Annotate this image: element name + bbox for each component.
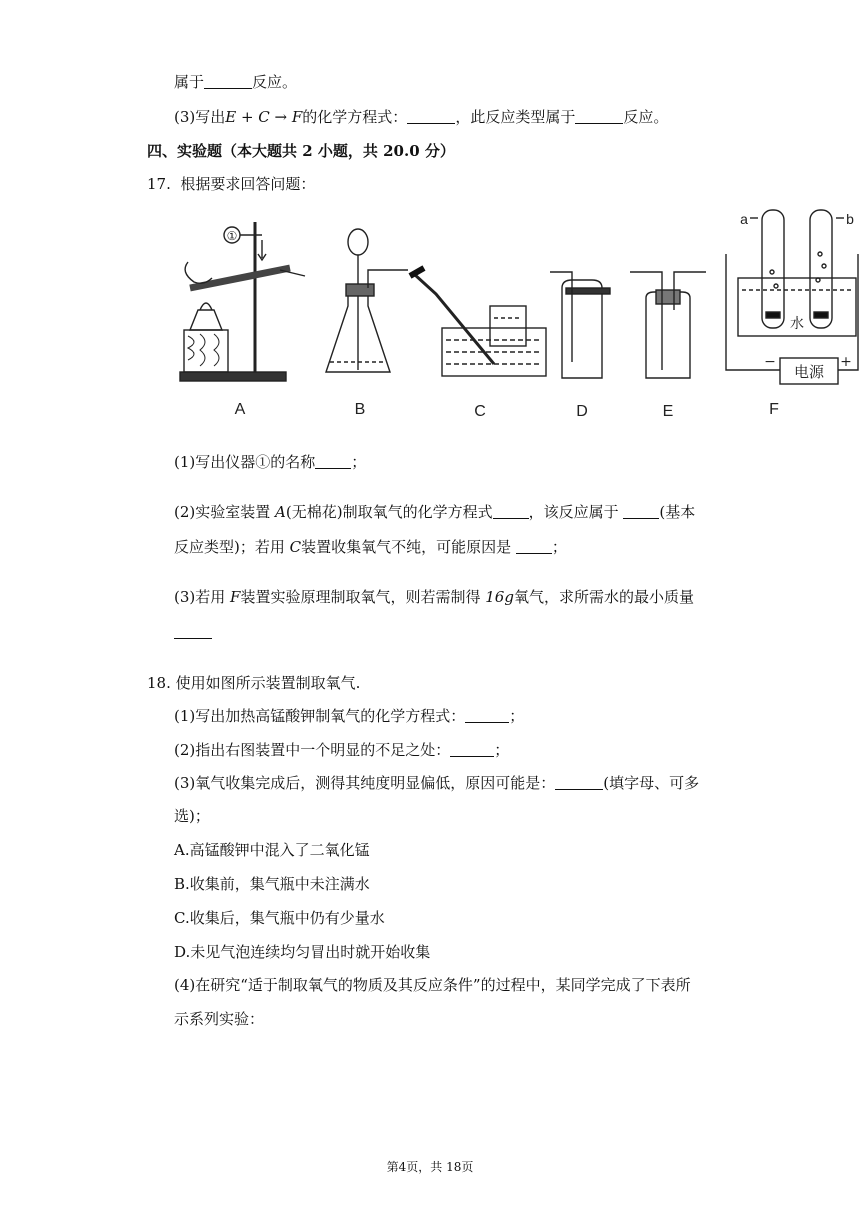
question-number: 18. [147, 674, 171, 692]
tube-a-label: a [740, 211, 748, 227]
bubble [816, 278, 820, 282]
text: ； [494, 741, 510, 759]
electrode [814, 312, 828, 318]
bubble [774, 284, 778, 288]
text: ； [351, 453, 367, 471]
wires [726, 254, 858, 370]
bubble [770, 270, 774, 274]
equation: E + C → F [225, 108, 303, 126]
apparatus-f [726, 210, 858, 384]
text: (3)写出 [174, 108, 226, 126]
wood-block [184, 330, 228, 372]
text: (3)氧气收集完成后，测得其纯度明显偏低，原因可能是： [174, 774, 556, 792]
q17-part2 [174, 502, 695, 522]
page-footer: 第4页，共 18页 [386, 1160, 474, 1174]
label-c: C [474, 403, 486, 420]
answer-blank [174, 624, 212, 639]
lamp-flame [200, 303, 212, 310]
tube-a [762, 210, 784, 328]
text-line [174, 107, 668, 127]
tube-b [810, 210, 832, 328]
text-line [174, 72, 297, 92]
label-b: B [354, 401, 366, 418]
clamp [258, 240, 266, 260]
math-quantity: 16g [485, 588, 514, 606]
text: (1)写出加热高锰酸钾制氧气的化学方程式： [174, 707, 466, 725]
question-text: 使用如图所示装置制取氧气. [175, 674, 361, 692]
plus-sign: + [840, 354, 852, 370]
text: 氧气，求所需水的最小质量 [513, 588, 694, 606]
text: (2)实验室装置 [174, 503, 271, 521]
text: (3)若用 [174, 588, 226, 606]
delivery-tube [550, 272, 572, 362]
apparatus-a [180, 222, 305, 381]
wood-grain [188, 334, 219, 366]
q17-part3 [174, 587, 694, 607]
answer-blank [315, 454, 351, 469]
q18-part2 [174, 740, 509, 760]
text: (1)写出仪器①的名称 [174, 453, 316, 471]
answer-blank [450, 742, 494, 757]
test-tube [190, 268, 290, 288]
apparatus-d [550, 272, 610, 378]
text: (2)指出右图装置中一个明显的不足之处： [174, 741, 451, 759]
question-17 [147, 174, 315, 194]
text: 属于 [174, 73, 205, 91]
stopper [656, 290, 680, 304]
apparatus-b [326, 229, 408, 372]
option-b: B.收集前，集气瓶中未注满水 [174, 875, 370, 893]
answer-blank [623, 504, 659, 519]
rubber-tube [410, 268, 424, 276]
gas-bottle [562, 280, 602, 378]
answer-blank [465, 708, 509, 723]
stand-base [180, 372, 286, 381]
bubble [818, 252, 822, 256]
q17-part1 [174, 452, 366, 472]
minus-sign: − [764, 354, 776, 370]
water-label: 水 [790, 316, 804, 332]
label-d: D [576, 403, 588, 420]
math-symbol: C [289, 538, 302, 556]
alcohol-lamp [190, 310, 222, 330]
electrode [766, 312, 780, 318]
text: (填字母、可多 [603, 774, 700, 792]
text: ； [551, 538, 567, 556]
math-symbol: F [230, 588, 241, 606]
text: ，该反应属于 [528, 503, 619, 521]
delivery-tube [280, 270, 305, 276]
answer-blank [575, 109, 623, 124]
text: 装置收集氧气不纯，可能原因是 [301, 538, 512, 556]
bubble [822, 264, 826, 268]
q17-part2-cont [174, 537, 567, 557]
question-text: 根据要求回答问题： [180, 175, 316, 193]
stopper [346, 284, 374, 296]
text: 反应。 [252, 73, 298, 91]
question-number: 17. [147, 175, 171, 193]
option-d: D.未见气泡连续均匀冒出时就开始收集 [174, 943, 431, 961]
option-a: A.高锰酸钾中混入了二氧化锰 [174, 841, 370, 859]
label-a: A [234, 401, 246, 418]
tube-b-label: b [846, 211, 854, 227]
label-f: F [769, 401, 779, 418]
text: (基本 [659, 503, 696, 521]
apparatus-figure [170, 202, 860, 434]
q18-part4: (4)在研究“适于制取氧气的物质及其反应条件”的过程中，某同学完成了下表所 [174, 976, 691, 994]
gas-bottle [646, 292, 690, 378]
answer-blank [407, 109, 455, 124]
text: ； [509, 707, 525, 725]
answer-blank [555, 775, 603, 790]
math-symbol: A [275, 503, 286, 521]
q18-part3 [174, 773, 699, 793]
text: 反应。 [623, 108, 669, 126]
text: ，此反应类型属于 [455, 108, 576, 126]
text: 的化学方程式： [302, 108, 408, 126]
tube-mouth [185, 262, 212, 283]
q18-part4-cont: 示系列实验： [174, 1010, 265, 1028]
apparatus-e [630, 272, 706, 378]
text: (无棉花)制取氧气的化学方程式 [285, 503, 493, 521]
apparatus-c [410, 268, 546, 376]
q18-part1 [174, 706, 524, 726]
question-18 [147, 673, 360, 693]
funnel-bulb [348, 229, 368, 255]
answer-blank [516, 539, 552, 554]
answer-blank [493, 504, 529, 519]
text: 反应类型)；若用 [174, 538, 285, 556]
circle-label: ① [226, 229, 238, 243]
answer-blank [204, 74, 252, 89]
power-label: 电源 [793, 363, 825, 381]
section-heading: 四、实验题（本大题共 2 小题，共 20.0 分） [147, 142, 455, 160]
q17-part3-cont [174, 622, 212, 642]
q18-part3-cont: 选)； [174, 807, 210, 825]
delivery-tube [414, 274, 494, 364]
text: 装置实验原理制取氧气，则若需制得 [240, 588, 481, 606]
option-c: C.收集后，集气瓶中仍有少量水 [174, 909, 385, 927]
label-e: E [662, 403, 674, 420]
